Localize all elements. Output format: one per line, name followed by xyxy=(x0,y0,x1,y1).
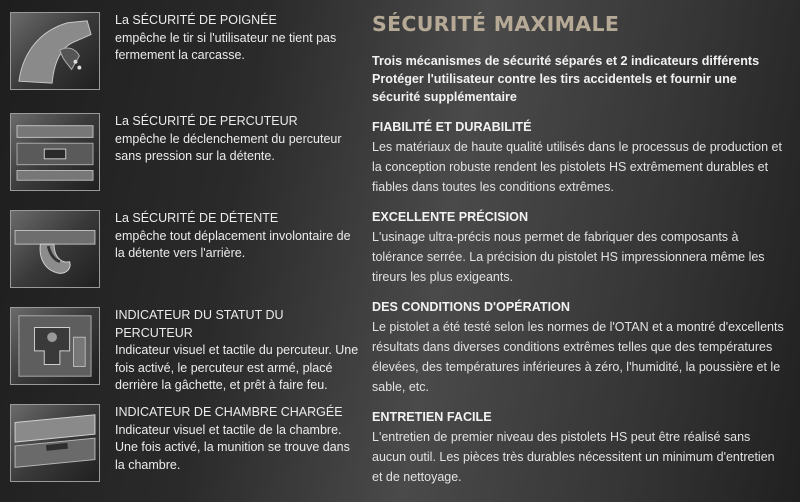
section-reliability xyxy=(372,118,784,197)
features-column xyxy=(0,0,365,502)
feature-title: La SÉCURITÉ DE PERCUTEUR xyxy=(115,114,298,128)
feature-description: empêche le tir si l'utilisateur ne tient pas fermement la carcasse. xyxy=(115,30,337,62)
grip-safety-icon xyxy=(10,12,100,90)
feature-text xyxy=(115,12,363,65)
chamber-indicator-icon xyxy=(10,404,100,482)
main-column xyxy=(372,0,792,502)
striker-safety-icon xyxy=(10,113,100,191)
feature-description: Indicateur visuel et tactile de la chambre. Une fois activé, la munition se trouve dans la chambre. xyxy=(115,422,350,472)
intro-text: Trois mécanismes de sécurité séparés et 2 indicateurs différents Protéger l'utilisateur contre les tirs accidentels et fournir une sécurité supplémentaire xyxy=(372,54,760,104)
section-precision xyxy=(372,208,784,287)
feature-trigger-safety xyxy=(10,210,360,290)
section-body: Les matériaux de haute qualité utilisés dans le processus de production et la conception robuste rendent les pistolets HS extrêmement durables et fiables dans toutes les conditions extrêmes. xyxy=(372,140,782,194)
section-title: DES CONDITIONS D'OPÉRATION xyxy=(372,300,570,314)
feature-striker-indicator xyxy=(10,307,360,392)
feature-title: INDICATEUR DU STATUT DU PERCUTEUR xyxy=(115,308,284,340)
section-body: L'usinage ultra-précis nous permet de fabriquer des composants à tolérance serrée. La précision du pistolet HS impressionnera même les tireurs les plus exigeants. xyxy=(372,230,765,284)
feature-description: Indicateur visuel et tactile du percuteur. Une fois activé, le percuteur est armé, placé derrière la gâchette, et prêt à faire feu. xyxy=(115,343,359,392)
feature-text xyxy=(115,404,363,474)
feature-text xyxy=(115,307,363,395)
trigger-safety-icon xyxy=(10,210,100,288)
section-title: FIABILITÉ ET DURABILITÉ xyxy=(372,120,532,134)
section-body: L'entretien de premier niveau des pistolets HS peut être réalisé sans aucun outil. Les pièces très durables nécessitent un minimum d'entretien et de nettoyage. xyxy=(372,430,775,484)
feature-text xyxy=(115,113,363,166)
section-easy-maintenance xyxy=(372,408,784,487)
page-title: SÉCURITÉ MAXIMALE xyxy=(372,12,620,36)
feature-description: empêche le déclenchement du percuteur sans pression sur la détente. xyxy=(115,131,342,163)
striker-indicator-icon xyxy=(10,307,100,385)
feature-title: La SÉCURITÉ DE DÉTENTE xyxy=(115,211,279,225)
section-operating-conditions xyxy=(372,298,784,397)
feature-text xyxy=(115,210,363,263)
section-title: ENTRETIEN FACILE xyxy=(372,410,492,424)
feature-grip-safety xyxy=(10,12,360,92)
feature-title: La SÉCURITÉ DE POIGNÉE xyxy=(115,13,277,27)
feature-chamber-indicator xyxy=(10,404,360,484)
section-title: EXCELLENTE PRÉCISION xyxy=(372,210,529,224)
section-body: Le pistolet a été testé selon les normes de l'OTAN et a montré d'excellents résultats dans diverses conditions extrêmes telles que des températures élevées, des températures inférieures à zéro, l'humidité, la poussière et le sable, etc. xyxy=(372,320,784,394)
feature-description: empêche tout déplacement involontaire de la détente vers l'arrière. xyxy=(115,228,351,260)
feature-striker-safety xyxy=(10,113,360,193)
feature-title: INDICATEUR DE CHAMBRE CHARGÉE xyxy=(115,405,343,419)
